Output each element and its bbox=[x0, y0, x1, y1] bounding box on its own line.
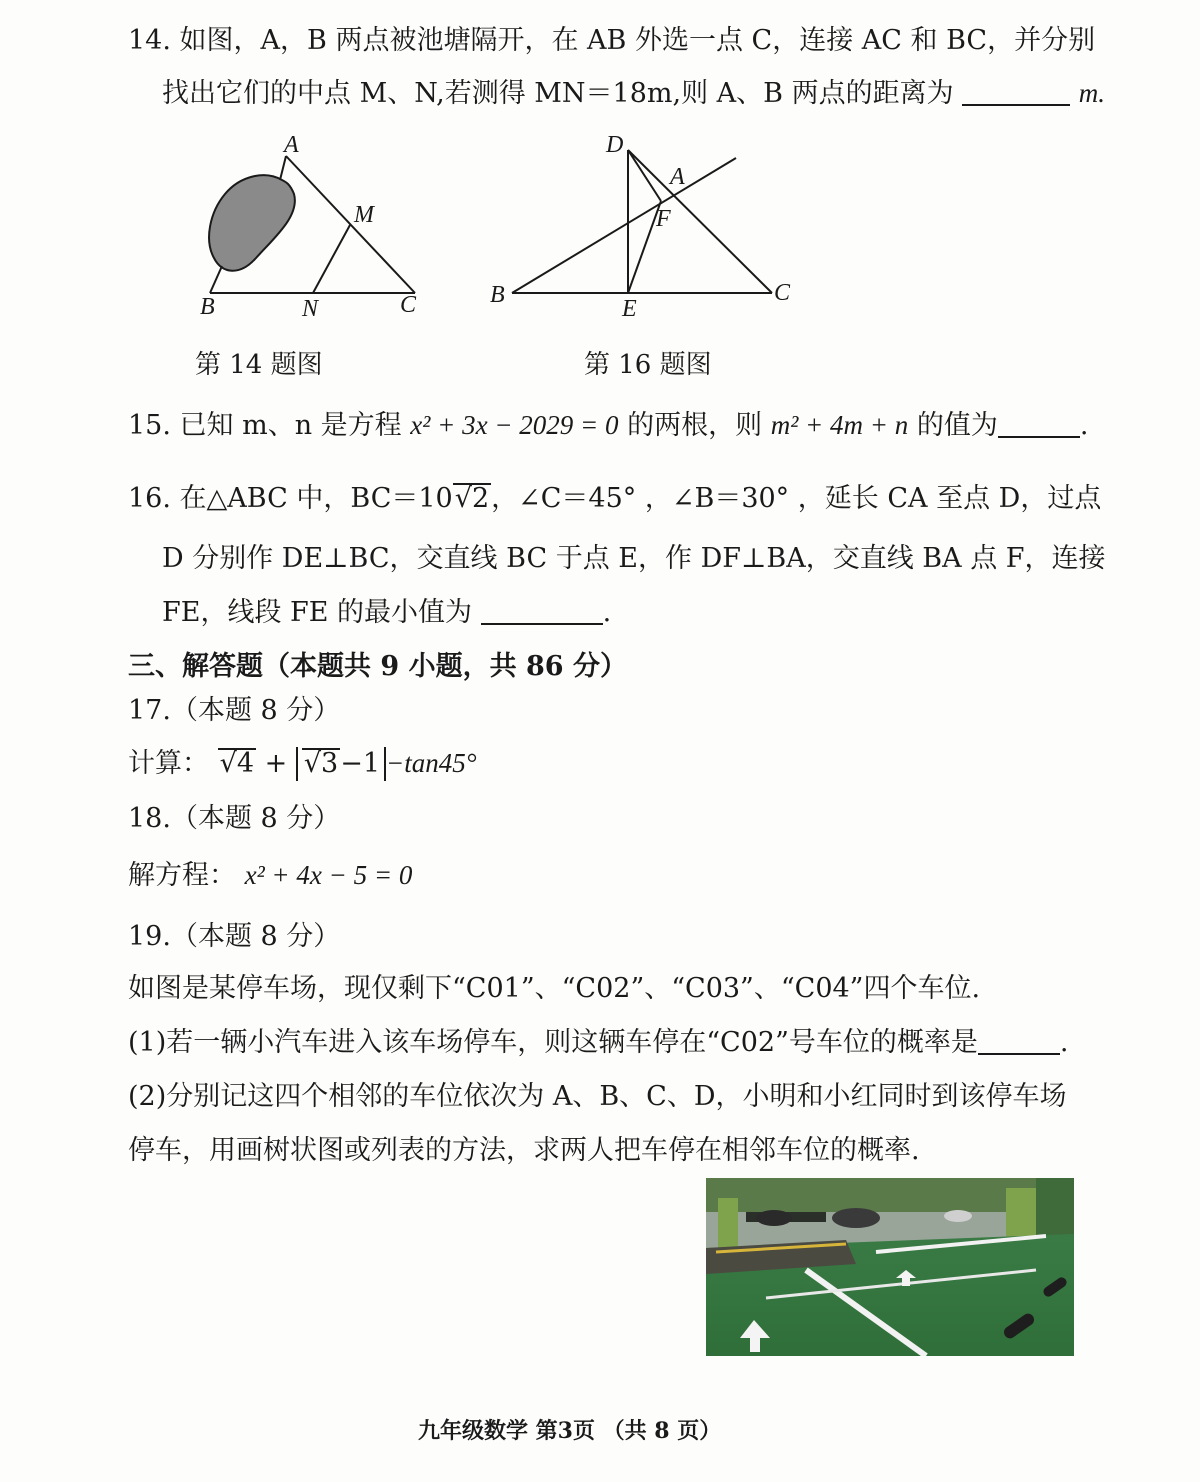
label-d-16: D bbox=[606, 132, 624, 158]
q14-answer-blank[interactable] bbox=[962, 80, 1070, 106]
q15-prefix: 15. 已知 m、n 是方程 bbox=[128, 410, 402, 441]
q17-abs-value bbox=[296, 747, 386, 781]
q14-line1: 14. 如图，A，B 两点被池塘隔开，在 AB 外选一点 C，连接 AC 和 BC，并分别 bbox=[128, 25, 1096, 56]
q15-end: . bbox=[1079, 410, 1089, 441]
q15-line bbox=[128, 408, 1088, 443]
q18-equation-line bbox=[128, 858, 412, 893]
q17-sqrt3-arg: 3 bbox=[321, 748, 339, 779]
q15-mid: 的两根，则 bbox=[627, 410, 763, 441]
figure-16-caption: 第 16 题图 bbox=[584, 350, 712, 380]
label-a: A bbox=[284, 132, 299, 158]
q19-part1 bbox=[128, 1026, 1068, 1060]
car-2 bbox=[832, 1208, 880, 1228]
q17-abs-rest: −1 bbox=[340, 748, 381, 779]
q16-line3-text: FE，线段 FE 的最小值为 bbox=[162, 597, 473, 628]
q16-sqrt: √2 bbox=[454, 483, 490, 514]
segment-ac bbox=[286, 156, 415, 293]
q16-line1b: ，∠C＝45° ，∠B＝30° ，延长 CA 至点 D，过点 bbox=[491, 483, 1102, 514]
car-1 bbox=[756, 1210, 792, 1226]
segment-df-16 bbox=[628, 150, 661, 201]
q16-line2: D 分别作 DE⊥BC，交直线 BC 于点 E，作 DF⊥BA，交直线 BA 点 F，连接 bbox=[162, 543, 1106, 574]
q19-part2-line2: 停车，用画树状图或列表的方法，求两人把车停在相邻车位的概率. bbox=[128, 1135, 920, 1166]
q16-line1a: 16. 在△ABC 中，BC＝10 bbox=[128, 483, 453, 514]
label-c-16: C bbox=[774, 280, 791, 306]
q19-intro: 如图是某停车场，现仅剩下“C01”、“C02”、“C03”、“C04”四个车位. bbox=[128, 973, 981, 1004]
label-b: B bbox=[200, 294, 215, 320]
label-n: N bbox=[302, 296, 319, 322]
q19-answer-blank[interactable] bbox=[978, 1029, 1060, 1055]
q17-sqrt4: √4 bbox=[219, 748, 254, 779]
line-ba-16 bbox=[512, 158, 736, 293]
q16-end: . bbox=[602, 597, 612, 628]
q14-unit: m. bbox=[1078, 78, 1106, 108]
q19-part1-end: . bbox=[1059, 1027, 1069, 1058]
segment-b-side bbox=[210, 266, 222, 293]
label-b-16: B bbox=[490, 282, 505, 308]
line-dc-16 bbox=[628, 150, 772, 293]
q19-part1-text: (1)若一辆小汽车进入该车场停车，则这辆车停在“C02”号车位的概率是 bbox=[128, 1027, 978, 1058]
segment-a-side bbox=[280, 156, 286, 180]
q15-answer-blank[interactable] bbox=[998, 412, 1080, 438]
q14-line2 bbox=[162, 76, 1105, 111]
pond-shape bbox=[209, 175, 295, 271]
q17-sqrt3: √3 bbox=[303, 748, 339, 779]
q17-sqrt4-arg: 4 bbox=[236, 748, 254, 779]
segment-mn bbox=[313, 225, 350, 293]
q15-suffix: 的值为 bbox=[916, 410, 998, 441]
q15-equation: x² + 3x − 2029 = 0 bbox=[410, 410, 619, 440]
label-a-16: A bbox=[670, 164, 685, 190]
q19-header: 19.（本题 8 分） bbox=[128, 921, 341, 952]
car-3 bbox=[944, 1210, 972, 1222]
q17-tail: −tan45° bbox=[386, 748, 477, 778]
q15-expression: m² + 4m + n bbox=[770, 410, 909, 440]
q18-header: 18.（本题 8 分） bbox=[128, 803, 341, 834]
label-c: C bbox=[400, 292, 417, 318]
q17-header: 17.（本题 8 分） bbox=[128, 695, 341, 726]
figure-14-caption: 第 14 题图 bbox=[195, 350, 323, 380]
label-m: M bbox=[354, 202, 374, 228]
q16-answer-blank[interactable] bbox=[481, 599, 603, 625]
q16-line3 bbox=[162, 596, 611, 630]
q14-line2-text: 找出它们的中点 M、N,若测得 MN＝18m,则 A、B 两点的距离为 bbox=[162, 78, 954, 109]
figure-16 bbox=[488, 128, 808, 328]
label-e-16: E bbox=[622, 296, 637, 322]
q16-sqrt-arg: 2 bbox=[471, 483, 490, 514]
q17-label: 计算： bbox=[128, 748, 209, 779]
page-footer: 九年级数学 第3页 （共 8 页） bbox=[418, 1418, 722, 1444]
q18-label: 解方程： bbox=[128, 860, 236, 891]
q19-part2-line1: (2)分别记这四个相邻的车位依次为 A、B、C、D，小明和小红同时到该停车场 bbox=[128, 1081, 1067, 1112]
q17-plus: + bbox=[264, 748, 288, 779]
label-f-16: F bbox=[656, 206, 671, 232]
q17-expression bbox=[128, 746, 477, 781]
figure-14 bbox=[190, 128, 440, 328]
q16-line1 bbox=[128, 482, 1101, 516]
parking-lot-photo bbox=[706, 1178, 1074, 1356]
q18-equation: x² + 4x − 5 = 0 bbox=[244, 860, 413, 890]
section-3-title: 三、解答题（本题共 9 小题，共 86 分） bbox=[128, 651, 627, 682]
